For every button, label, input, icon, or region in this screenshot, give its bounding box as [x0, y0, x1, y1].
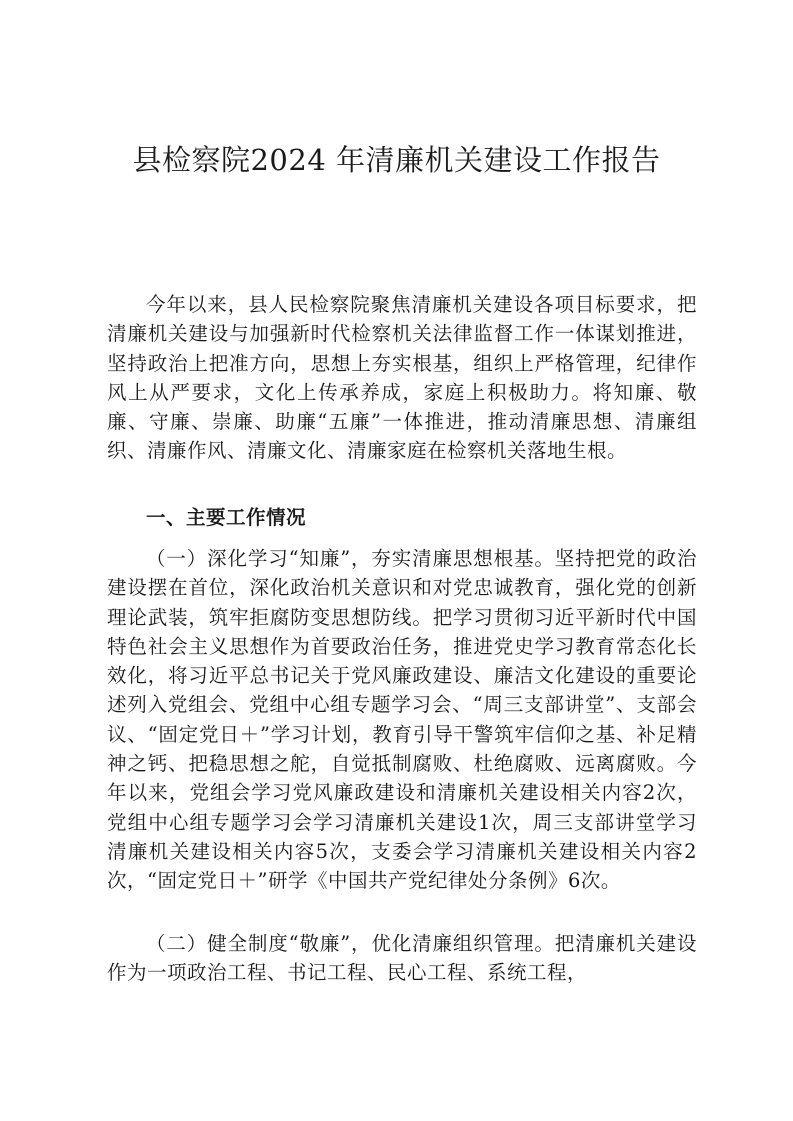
document-title: 县检察院2024 年清廉机关建设工作报告	[132, 143, 661, 177]
paragraph-zhilian: （一）深化学习“知廉”，夯实清廉思想根基。坚持把党的政治建设摆在首位，深化政治机关意识和对党忠诚教育，强化党的创新理论武装，筑牢拒腐防变思想防线。把学习贯彻习近平新时代中国特色社会主义思想作为首要政治任务，推进党史学习教育常态化长效化，将习近平总书记关于党风廉政建设、廉洁文化建设的重要论述列入党组会、党组中心组专题学习会、“周三支部讲堂”、支部会议、“固定党日＋”学习计划，教育引导干警筑牢信仰之基、补足精神之钙、把稳思想之舵，自觉抵制腐败、杜绝腐败、远离腐败。今年以来，党组会学习党风廉政建设和清廉机关建设相关内容2次，党组中心组专题学习会学习清廉机关建设1次，周三支部讲堂学习清廉机关建设相关内容5次，支委会学习清廉机关建设相关内容2次，“固定党日＋”研学《中国共产党纪律处分条例》6次。	[107, 547, 697, 893]
intro-paragraph: 今年以来，县人民检察院聚焦清廉机关建设各项目标要求，把清廉机关建设与加强新时代检察机关法律监督工作一体谋划推进，坚持政治上把准方向，思想上夯实根基，组织上严格管理，纪律作风上从严要求，文化上传承养成，家庭上积极助力。将知廉、敬廉、守廉、崇廉、助廉“五廉”一体推进，推动清廉思想、清廉组织、清廉作风、清廉文化、清廉家庭在检察机关落地生根。	[107, 293, 697, 463]
section-heading: 一、主要工作情况	[146, 506, 307, 529]
paragraph-jinglian: （二）健全制度“敬廉”，优化清廉组织管理。把清廉机关建设作为一项政治工程、书记工程、民心工程、系统工程，	[107, 932, 697, 985]
